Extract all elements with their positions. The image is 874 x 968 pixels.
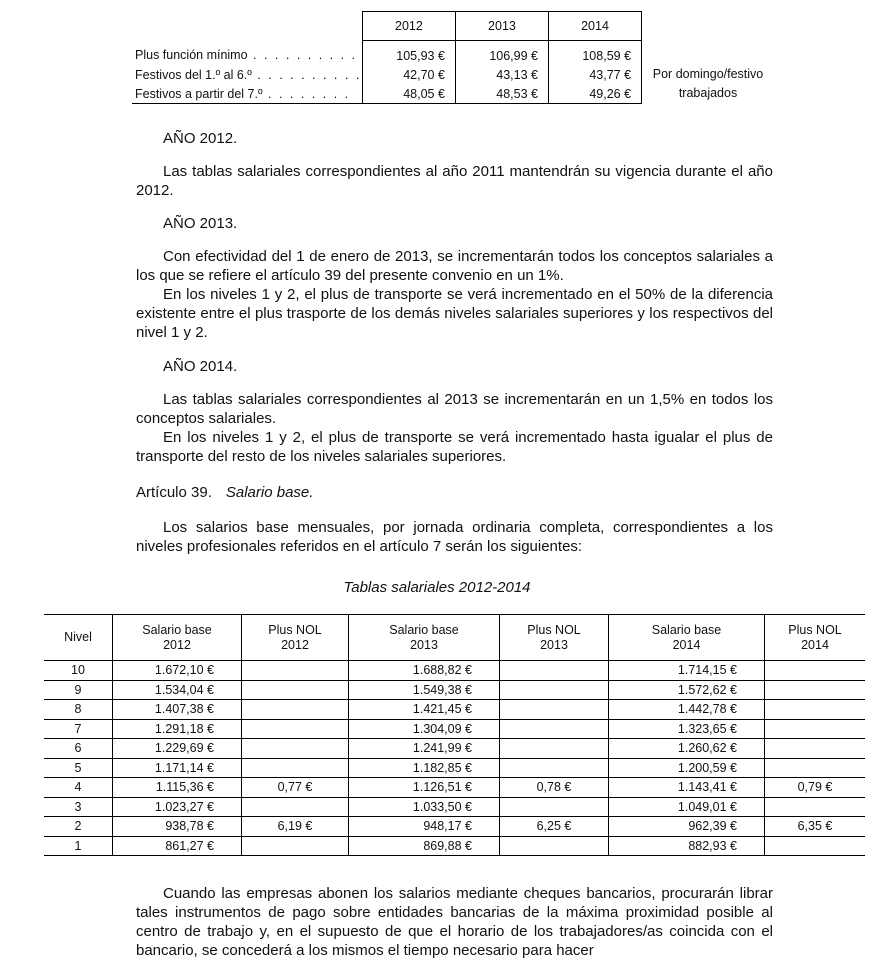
- value-cell: 1.534,04 €: [113, 680, 242, 700]
- value-cell: [242, 797, 349, 817]
- paragraph: Con efectividad del 1 de enero de 2013, se incrementarán todos los conceptos salariales a los que se refiere el artículo 39 del presente convenio en un 1%.: [136, 248, 773, 284]
- value-cell: 1.421,45 €: [349, 700, 500, 720]
- paragraph: Las tablas salariales correspondientes al 2013 se incrementarán en un 1,5% en todos los conceptos salariales.: [136, 391, 773, 427]
- value-cell: 48,05 €: [362, 84, 455, 104]
- value-cell: 1.260,62 €: [609, 739, 765, 759]
- table-row: [44, 778, 865, 798]
- value-cell: [500, 680, 609, 700]
- value-cell: [242, 739, 349, 759]
- column-header: Plus NOL 2014: [765, 615, 866, 661]
- value-cell: 1.171,14 €: [113, 758, 242, 778]
- value-cell: 882,93 €: [609, 836, 765, 856]
- value-cell: [242, 680, 349, 700]
- level-cell: 9: [44, 680, 113, 700]
- value-cell: [500, 758, 609, 778]
- value-cell: [242, 661, 349, 681]
- value-cell: 1.688,82 €: [349, 661, 500, 681]
- value-cell: 43,13 €: [455, 65, 548, 84]
- value-cell: 42,70 €: [362, 65, 455, 84]
- supplements-table: [132, 11, 774, 104]
- value-cell: 1.023,27 €: [113, 797, 242, 817]
- value-cell: 938,78 €: [113, 817, 242, 837]
- value-cell: 1.407,38 €: [113, 700, 242, 720]
- table-row: [44, 836, 865, 856]
- table-caption: Tablas salariales 2012-2014: [343, 579, 531, 596]
- value-cell: 0,77 €: [242, 778, 349, 798]
- value-cell: [765, 661, 866, 681]
- level-cell: 4: [44, 778, 113, 798]
- value-cell: 1.291,18 €: [113, 719, 242, 739]
- table-row: [44, 797, 865, 817]
- value-cell: 1.033,50 €: [349, 797, 500, 817]
- level-cell: 6: [44, 739, 113, 759]
- paragraph: Cuando las empresas abonen los salarios mediante cheques bancarios, procurarán librar tales instrumentos de pago sobre entidades bancarias de la máxima proximidad posible al centro de trabajo y, en el supuesto de que el horario de los trabajadores/as coincida con el bancario, se concederá a los mismos el tiempo necesario para hacer: [136, 885, 773, 959]
- value-cell: [500, 700, 609, 720]
- value-cell: 6,19 €: [242, 817, 349, 837]
- year-header: 2014: [548, 12, 641, 41]
- value-cell: 0,79 €: [765, 778, 866, 798]
- value-cell: 1.572,62 €: [609, 680, 765, 700]
- year-header: 2012: [362, 12, 455, 41]
- value-cell: 1.323,65 €: [609, 719, 765, 739]
- year-header: 2013: [455, 12, 548, 41]
- section-heading: AÑO 2012.: [163, 130, 238, 147]
- value-cell: 48,53 €: [455, 84, 548, 104]
- section-heading: AÑO 2014.: [163, 358, 238, 375]
- column-header: Salario base 2014: [609, 615, 765, 661]
- row-label: Plus función mínimo . . . . . . . . . .: [135, 48, 358, 63]
- column-header: Nivel: [44, 615, 113, 661]
- value-cell: 1.115,36 €: [113, 778, 242, 798]
- level-cell: 5: [44, 758, 113, 778]
- value-cell: 6,25 €: [500, 817, 609, 837]
- value-cell: 1.714,15 €: [609, 661, 765, 681]
- table-row: [44, 719, 865, 739]
- section-2013: [136, 214, 773, 342]
- section-2014: [136, 357, 773, 466]
- table-row: [44, 758, 865, 778]
- value-cell: [500, 661, 609, 681]
- value-cell: 1.049,01 €: [609, 797, 765, 817]
- value-cell: [242, 836, 349, 856]
- value-cell: [765, 797, 866, 817]
- value-cell: [500, 836, 609, 856]
- column-header: Salario base 2012: [113, 615, 242, 661]
- value-cell: [765, 758, 866, 778]
- value-cell: 43,77 €: [548, 65, 641, 84]
- level-cell: 1: [44, 836, 113, 856]
- paragraph: Las tablas salariales correspondientes al año 2011 mantendrán su vigencia durante el año 2012.: [136, 163, 773, 199]
- level-cell: 8: [44, 700, 113, 720]
- value-cell: 1.549,38 €: [349, 680, 500, 700]
- value-cell: 1.143,41 €: [609, 778, 765, 798]
- table-row: [44, 661, 865, 681]
- article-number: Artículo 39.: [136, 484, 212, 501]
- value-cell: [765, 700, 866, 720]
- level-cell: 10: [44, 661, 113, 681]
- value-cell: 861,27 €: [113, 836, 242, 856]
- value-cell: [500, 739, 609, 759]
- article-heading: [136, 484, 313, 501]
- column-header: Plus NOL 2013: [500, 615, 609, 661]
- level-cell: 2: [44, 817, 113, 837]
- level-cell: 7: [44, 719, 113, 739]
- value-cell: [765, 836, 866, 856]
- table-row: [44, 817, 865, 837]
- value-cell: 106,99 €: [455, 41, 548, 66]
- salary-table: [44, 614, 865, 856]
- article-intro: [136, 518, 773, 556]
- paragraph: En los niveles 1 y 2, el plus de transporte se verá incrementado en el 50% de la diferencia existente entre el plus trasporte de los demás niveles salariales superiores y los respectivos del nivel 1 y 2.: [136, 286, 773, 341]
- value-cell: 105,93 €: [362, 41, 455, 66]
- column-header: Plus NOL 2012: [242, 615, 349, 661]
- value-cell: 1.229,69 €: [113, 739, 242, 759]
- value-cell: [242, 758, 349, 778]
- section-2012: [136, 129, 773, 200]
- value-cell: 6,35 €: [765, 817, 866, 837]
- value-cell: 1.241,99 €: [349, 739, 500, 759]
- value-cell: [242, 719, 349, 739]
- closing-paragraph: [136, 884, 773, 960]
- value-cell: 1.442,78 €: [609, 700, 765, 720]
- value-cell: 1.126,51 €: [349, 778, 500, 798]
- value-cell: [500, 719, 609, 739]
- row-label: Festivos del 1.º al 6.º . . . . . . . . . .: [135, 67, 362, 82]
- value-cell: 1.672,10 €: [113, 661, 242, 681]
- level-cell: 3: [44, 797, 113, 817]
- value-cell: 869,88 €: [349, 836, 500, 856]
- paragraph: Los salarios base mensuales, por jornada ordinaria completa, correspondientes a los niveles profesionales referidos en el artículo 7 serán los siguientes:: [136, 519, 773, 555]
- table-note: Por domingo/festivo trabajados: [652, 67, 764, 101]
- table-row: [44, 700, 865, 720]
- table-row: [44, 680, 865, 700]
- paragraph: En los niveles 1 y 2, el plus de transporte se verá incrementado hasta igualar el plus de transporte del resto de los niveles salariales superiores.: [136, 429, 773, 465]
- value-cell: 0,78 €: [500, 778, 609, 798]
- section-heading: AÑO 2013.: [163, 215, 238, 232]
- value-cell: [765, 680, 866, 700]
- value-cell: 948,17 €: [349, 817, 500, 837]
- article-title: Salario base.: [225, 484, 314, 501]
- value-cell: 1.200,59 €: [609, 758, 765, 778]
- value-cell: [765, 739, 866, 759]
- value-cell: [500, 797, 609, 817]
- value-cell: 1.304,09 €: [349, 719, 500, 739]
- value-cell: [242, 700, 349, 720]
- column-header: Salario base 2013: [349, 615, 500, 661]
- value-cell: 1.182,85 €: [349, 758, 500, 778]
- value-cell: [765, 719, 866, 739]
- row-label: Festivos a partir del 7.º . . . . . . . .: [132, 84, 362, 104]
- value-cell: 49,26 €: [548, 84, 641, 104]
- table-row: [44, 739, 865, 759]
- value-cell: 962,39 €: [609, 817, 765, 837]
- value-cell: 108,59 €: [548, 41, 641, 66]
